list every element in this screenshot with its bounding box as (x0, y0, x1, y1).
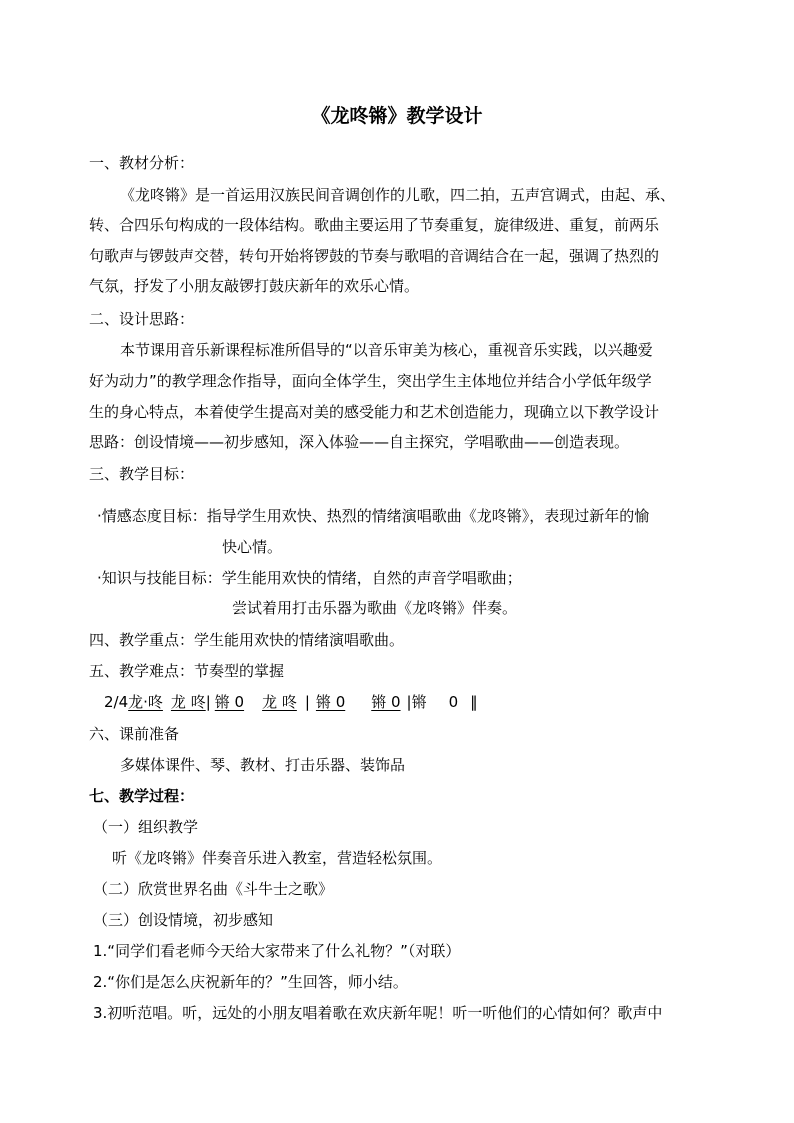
goal-emotion-line: 快心情。 (222, 538, 283, 556)
process-step-heading: （三）创设情境，初步感知 (93, 911, 274, 929)
rhythm-rest: 0 (448, 693, 459, 711)
end-barline: ‖ (470, 693, 478, 711)
section-7-heading: 七、教学过程： (89, 787, 195, 805)
section-1-line: 转、合四乐句构成的一段体结构。歌曲主要运用了节奏重复，旋律级进、重复，前两乐 (89, 216, 660, 234)
process-item: 1.“同学们看老师今天给大家带来了什么礼物？”（对联） (93, 942, 461, 960)
rhythm-notation (104, 692, 478, 712)
process-item: 3.初听范唱。听，远处的小朋友唱着歌在欢庆新年呢！听一听他们的心情如何？歌声中 (93, 1004, 663, 1022)
section-2-line: 本节课用音乐新课程标准所倡导的“以音乐审美为核心，重视音乐实践，以兴趣爱 (120, 341, 653, 359)
process-item: 2.“你们是怎么庆祝新年的？”生回答，师小结。 (93, 973, 408, 991)
goal-skill-line: ·知识与技能目标：学生能用欢快的情绪，自然的声音学唱歌曲； (97, 569, 522, 587)
bar-line: | (205, 693, 211, 711)
section-4-key-point: 四、教学重点：学生能用欢快的情绪演唱歌曲。 (89, 631, 405, 649)
section-1-line: 《龙咚锵》是一首运用汉族民间音调创作的儿歌，四二拍，五声宫调式，由起、承、 (120, 186, 676, 204)
section-2-line: 好为动力”的教学理念作指导，面向全体学生，突出学生主体地位并结合小学低年级学 (89, 372, 652, 390)
section-1-heading: 一、教材分析： (89, 154, 195, 172)
document-title: 《龙咚锵》教学设计 (311, 105, 483, 127)
rhythm-note: 锵 0 (315, 693, 346, 711)
section-2-line: 生的身心特点，本着使学生提高对美的感受能力和艺术创造能力，现确立以下教学设计 (89, 403, 660, 421)
process-step-heading: （一）组织教学 (93, 818, 199, 836)
section-6-line: 多媒体课件、琴、教材、打击乐器、装饰品 (120, 756, 406, 774)
rhythm-note: 龙 咚 (170, 693, 206, 711)
time-signature: 2/4 (104, 693, 129, 711)
rhythm-note: 锵 0 (214, 693, 245, 711)
section-1-line: 气氛，抒发了小朋友敲锣打鼓庆新年的欢乐心情。 (89, 277, 420, 295)
section-1-line: 句歌声与锣鼓声交替，转句开始将锣鼓的节奏与歌唱的音调结合在一起，强调了热烈的 (89, 247, 660, 265)
section-2-heading: 二、设计思路： (89, 310, 195, 328)
rhythm-note: 龙 咚 (262, 693, 297, 711)
goal-emotion-line: ·情感态度目标：指导学生用欢快、热烈的情绪演唱歌曲《龙咚锵》，表现过新年的愉 (97, 507, 650, 525)
section-2-line: 思路：创设情境——初步感知，深入体验——自主探究，学唱歌曲——创造表现。 (89, 433, 630, 451)
rhythm-note: 锵 (411, 693, 427, 711)
process-step-line: 听《龙咚锵》伴奏音乐进入教室，营造轻松氛围。 (112, 849, 443, 867)
section-5-difficulty: 五、教学难点：节奏型的掌握 (89, 662, 285, 680)
rhythm-note: 龙·咚 (128, 693, 163, 711)
section-3-heading: 三、教学目标： (89, 465, 195, 483)
bar-line: | (304, 693, 310, 711)
process-step-heading: （二）欣赏世界名曲《斗牛士之歌》 (93, 880, 334, 898)
bar-line: | (406, 693, 412, 711)
rhythm-note: 锵 0 (371, 693, 401, 711)
section-6-heading: 六、课前准备 (89, 725, 180, 743)
goal-skill-line: 尝试着用打击乐器为歌曲《龙咚锵》伴奏。 (232, 599, 518, 617)
